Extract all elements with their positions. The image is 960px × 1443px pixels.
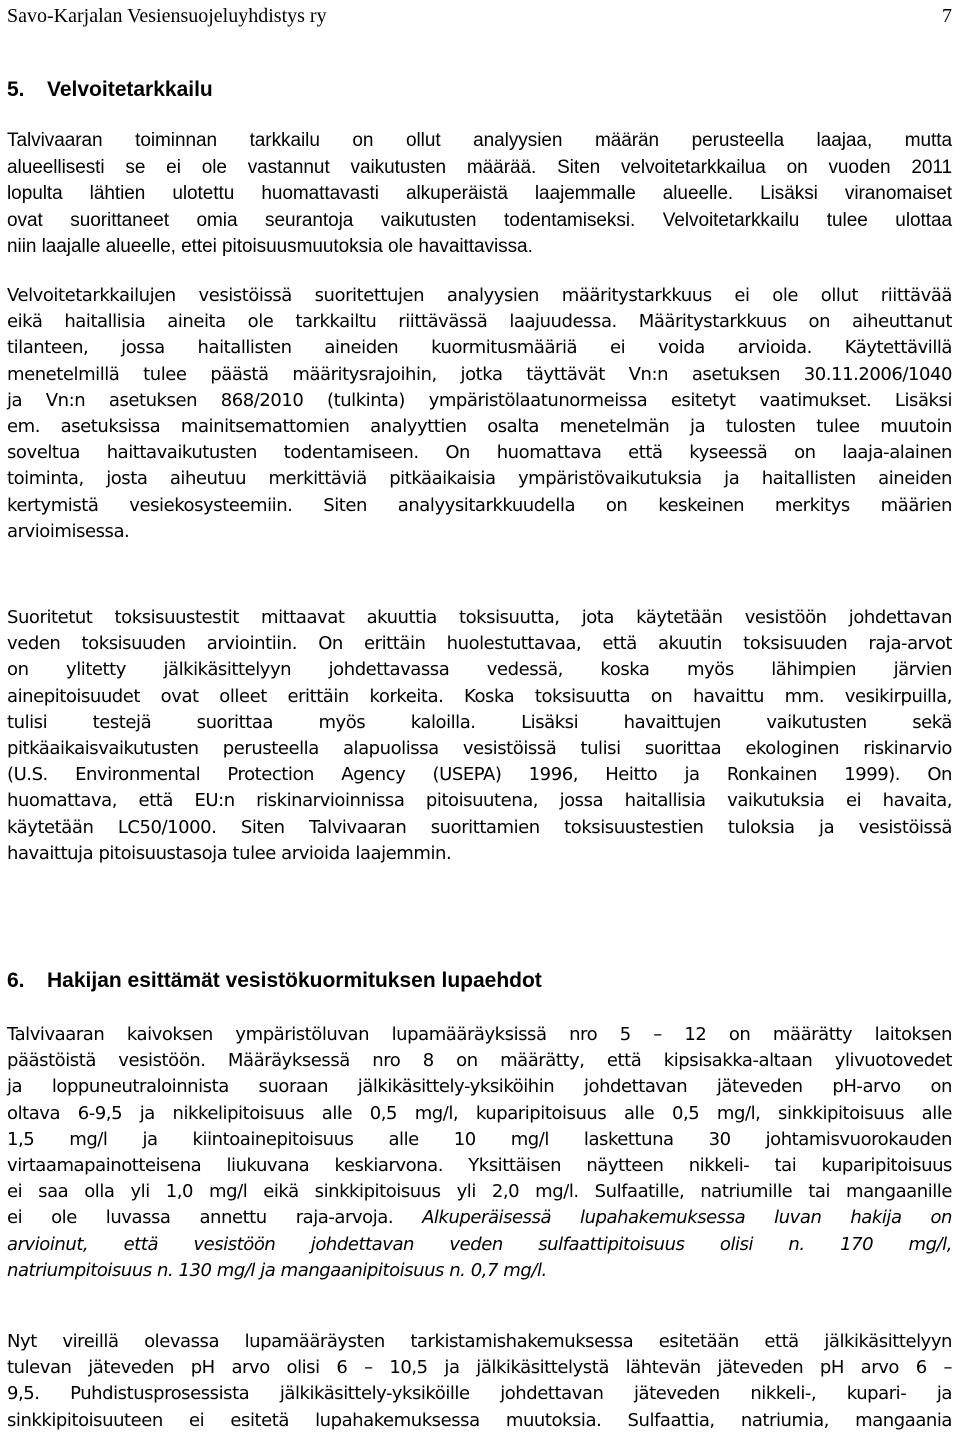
text-line: oltava 6-9,5 ja nikkelipitoisuus alle 0,5 mg/l, kuparipitoisuus alle 0,5 mg/l, sinkkipitoisuus alle — [7, 1102, 952, 1124]
text-line: tulisi testejä suorittaa myös kaloilla. Lisäksi havaittujen vaikutusten sekä — [7, 711, 952, 733]
text-line: alueellisesti se ei ole vastannut vaikutusten määrää. Siten velvoitetarkkailua on vuoden 2011 — [7, 156, 952, 178]
text-line: menetelmillä tulee päästä määritysrajoihin, jotka täyttävät Vn:n asetuksen 30.11.2006/1040 — [7, 363, 952, 385]
italic-text-line: arvioinut, että vesistöön johdettavan veden sulfaattipitoisuus olisi n. 170 mg/l, — [7, 1233, 952, 1255]
text-line: on ylitetty jälkikäsittelyyn johdettavassa vedessä, koska myös lähimpien järvien — [7, 659, 952, 681]
text-line: ja Vn:n asetuksen 868/2010 (tulkinta) ympäristölaatunormeissa esitetyt vaatimukset. Lisäksi — [7, 389, 952, 411]
text-line: Talvivaaran toiminnan tarkkailu on ollut analyysien määrän perusteella laajaa, mutta — [7, 130, 952, 151]
text-line: Suoritetut toksisuustestit mittaavat akuuttia toksisuutta, jota käytetään vesistöön johdettavan — [7, 607, 952, 628]
text-line-mixed — [7, 1205, 952, 1231]
text-line: pitkäaikaisvaikutusten perusteella alapuolissa vesistöissä tulisi suorittaa ekologinen riskinarvio — [7, 738, 952, 760]
text-line: sinkkipitoisuuteen ei esitetä lupahakemuksessa muutoksia. Sulfaattia, natriumia, mangaania — [7, 1409, 952, 1431]
section-5-title: Velvoitetarkkailu — [47, 78, 213, 101]
text-line: soveltua haittavaikutusten todentamiseen. On huomattava että kyseessä on laaja-alainen — [7, 442, 952, 464]
text-line: ei saa olla yli 1,0 mg/l eikä sinkkipitoisuus yli 2,0 mg/l. Sulfaatille, natriumille tai mangaanille — [7, 1181, 952, 1203]
italic-text-line: natriumpitoisuus n. 130 mg/l ja mangaanipitoisuus n. 0,7 mg/l. — [7, 1259, 547, 1281]
section-5-paragraph-1 — [7, 128, 952, 261]
text-line: 9,5. Puhdistusprosessista jälkikäsittely-yksiköille johdettavan jäteveden nikkeli-, kupari- ja — [7, 1383, 952, 1405]
text-line: kertymistä vesiekosysteemiin. Siten analyysitarkkuudella on keskeinen merkitys määrien — [7, 494, 952, 516]
text-line: toiminta, josta aiheutuu merkittäviä pitkäaikaisia ympäristövaikutuksia ja haitallisten aineiden — [7, 468, 952, 490]
running-header — [7, 4, 952, 28]
text-line: ovat suorittaneet omia seurantoja vaikutusten todentamiseksi. Velvoitetarkkailu tulee ulottaa — [7, 209, 952, 231]
text-line: Velvoitetarkkailujen vesistöissä suoritettujen analyysien määritystarkkuus ei ole ollut riittävää — [7, 285, 952, 306]
text-line: 1,5 mg/l ja kiintoainepitoisuus alle 10 mg/l laskettuna 30 johtamisvuorokauden — [7, 1128, 952, 1150]
section-5-number: 5. — [7, 78, 25, 101]
text-line: Nyt vireillä olevassa lupamääräysten tarkistamishakemuksessa esitetään että jälkikäsittelyyn — [7, 1331, 952, 1352]
text-line: lopulta lähtien ulotettu huomattavasti alkuperäistä laajemmalle alueelle. Lisäksi viranomaiset — [7, 183, 952, 205]
text-line: tilanteen, jossa haitallisten aineiden kuormitusmääriä ei voida arvioida. Käytettävillä — [7, 337, 952, 359]
text-line: huomattava, että EU:n riskinarvioinnissa pitoisuutena, jossa haitallisia vaikutuksia ei havaita, — [7, 790, 952, 812]
section-6-paragraph-1 — [7, 1022, 952, 1284]
text-segment: ei ole luvassa annettu raja-arvoja. — [7, 1207, 394, 1229]
text-line: tulevan jäteveden pH arvo olisi 6 – 10,5 ja jälkikäsittelystä lähtevän jäteveden pH arvo 6 – — [7, 1357, 952, 1379]
section-5-paragraph-2 — [7, 283, 952, 545]
text-line: käytetään LC50/1000. Siten Talvivaaran suorittamien toksisuustestien tuloksia ja vesistöissä — [7, 816, 952, 838]
text-line: ainepitoisuudet ovat olleet erittäin korkeita. Koska toksisuutta on havaittu mm. vesikirpuilla, — [7, 685, 952, 707]
section-6-heading — [7, 968, 542, 994]
text-line: päästöistä vesistöön. Määräyksessä nro 8 on määrätty, että kipsisakka-altaan ylivuotovedet — [7, 1050, 952, 1072]
section-6-paragraph-2 — [7, 1329, 952, 1434]
text-line: virtaamapainotteisena liukuvana keskiarvona. Yksittäisen näytteen nikkeli- tai kuparipitoisuus — [7, 1155, 952, 1177]
text-line: eikä haitallisia aineita ole tarkkailtu riittävässä laajuudessa. Määritystarkkuus on aiheuttanut — [7, 311, 952, 333]
text-line: (U.S. Environmental Protection Agency (USEPA) 1996, Heitto ja Ronkainen 1999). On — [7, 764, 952, 786]
text-line: Talvivaaran kaivoksen ympäristöluvan lupamääräyksissä nro 5 – 12 on määrätty laitoksen — [7, 1024, 952, 1045]
section-6-number: 6. — [7, 969, 25, 992]
text-line: ja loppuneutraloinnista suoraan jälkikäsittely-yksiköihin johdettavan jäteveden pH-arvo on — [7, 1076, 952, 1098]
header-title: Savo-Karjalan Vesiensuojeluyhdistys ry — [7, 5, 327, 27]
section-5-heading — [7, 77, 213, 103]
page-number: 7 — [942, 5, 952, 27]
text-line: em. asetuksissa mainitsemattomien analyyttien osalta menetelmän ja tulosten tulee muutoin — [7, 416, 952, 438]
section-6-title: Hakijan esittämät vesistökuormituksen lupaehdot — [47, 969, 542, 992]
text-line: havaittuja pitoisuustasoja tulee arvioida laajemmin. — [7, 842, 452, 864]
italic-text-segment: Alkuperäisessä lupahakemuksessa luvan hakija on — [422, 1207, 953, 1229]
text-line: veden toksisuuden arviointiin. On erittäin huolestuttavaa, että akuutin toksisuuden raja-arvot — [7, 633, 952, 655]
text-line: arvioimisessa. — [7, 520, 130, 542]
section-5-paragraph-3 — [7, 605, 952, 867]
text-line: niin laajalle alueelle, ettei pitoisuusmuutoksia ole havaittavissa. — [7, 236, 533, 258]
